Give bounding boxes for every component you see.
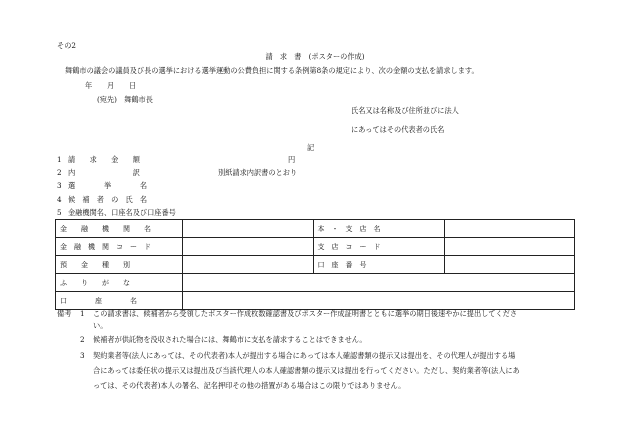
item-label-candidate: 候 補 者 の 氏 名 [68,195,148,204]
bank-name-field[interactable] [183,220,314,238]
branch-name-field[interactable] [444,220,575,238]
date-day-label: 日 [129,81,137,90]
claimant-name-line2: にあってはその代表者の氏名 [351,125,445,134]
branch-name-label: 本 ・ 支 店 名 [313,220,444,238]
ki-heading: 記 [307,143,315,152]
note-number: 3 [80,351,85,360]
date-year-label: 年 [85,81,93,90]
table-row [56,238,575,256]
item-number: 5 [57,208,62,217]
table-row [56,220,575,238]
note-number: 1 [80,309,85,318]
item-value-breakdown: 別紙請求内訳書のとおり [218,168,298,177]
addressee: (宛先) 舞鶴市長 [97,95,153,104]
date-month-label: 月 [107,81,115,90]
table-row [56,256,575,274]
branch-code-field[interactable] [444,238,575,256]
bank-code-label: 金 融 機 関 コ ー ド [56,238,183,256]
deposit-type-label: 預 金 種 別 [56,256,183,274]
note-line: い。 [93,321,108,330]
bank-code-field[interactable] [183,238,314,256]
account-number-label: 口 座 番 号 [313,256,444,274]
bank-name-label: 金 融 機 関 名 [56,220,183,238]
note-line: 候補者が供託物を没収された場合には、舞鶴市に支払を請求することはできません。 [93,335,367,344]
bank-info-table [55,219,575,310]
branch-code-label: 支 店 コ ー ド [313,238,444,256]
table-row [56,292,575,310]
item-label-election: 選 挙 名 [68,181,148,190]
note-line: 契約業者等(法人にあっては、その代表者)本人が提出する場合にあっては本人確認書類の提示又は提出を、その代理人が提出する場 [93,351,516,360]
claimant-name-line1: 氏名又は名称及び住所並びに法人 [351,106,459,115]
note-number: 2 [80,335,85,344]
note-line: っては、その代表者)本人の署名、記名押印その他の措置がある場合はこの限りではありません。 [93,381,406,390]
note-line: 合にあっては委任状の提示又は提出及び当該代理人の本人確認書類の提示又は提出を行ってください。ただし、契約業者等(法人にあ [93,366,520,375]
item-number: 2 [57,168,62,177]
page-title: 請 求 書 (ポスターの作成) [265,52,365,61]
item-value-amount: 円 [288,155,296,164]
account-name-label: 口 座 名 [56,292,183,310]
account-name-field[interactable] [183,292,575,310]
form-number: その2 [57,41,76,50]
item-number: 1 [57,155,62,164]
deposit-type-field[interactable] [183,256,314,274]
preamble-text: 舞鶴市の議会の議員及び長の選挙における選挙運動の公費負担に関する条例第8条の規定により、次の金額の支払を請求します。 [65,66,479,75]
furigana-field[interactable] [183,274,575,292]
note-line: この請求書は、候補者から受領したポスター作成枚数確認書及びポスター作成証明書とともに選挙の期日後速やかに提出してくださ [93,309,518,318]
item-number: 3 [57,181,62,190]
item-label-bank: 金融機関名、口座名及び口座番号 [68,208,176,217]
remarks-label: 備考 [57,309,72,318]
item-number: 4 [57,195,62,204]
item-label-amount: 請 求 金 額 [68,155,140,164]
furigana-label: ふ り が な [56,274,183,292]
account-number-field[interactable] [444,256,575,274]
item-label-breakdown: 内 訳 [68,168,140,177]
table-row [56,274,575,292]
